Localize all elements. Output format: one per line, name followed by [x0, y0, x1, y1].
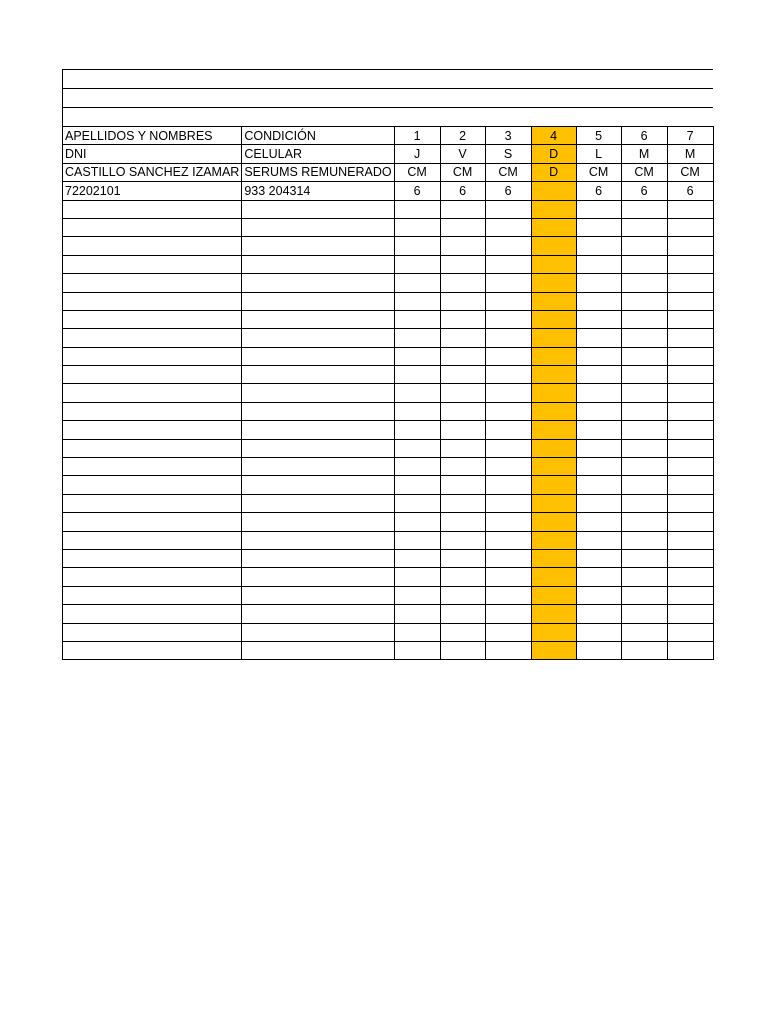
empty-cell[interactable] — [394, 476, 440, 494]
hours-cell[interactable] — [531, 182, 576, 200]
empty-cell[interactable] — [485, 200, 531, 218]
empty-cell[interactable] — [242, 274, 394, 292]
empty-cell[interactable] — [576, 310, 621, 328]
empty-cell[interactable] — [531, 402, 576, 420]
record-row — [63, 182, 714, 200]
weekday-cell[interactable]: M — [667, 145, 713, 163]
empty-row — [63, 329, 714, 347]
empty-cell[interactable] — [485, 623, 531, 641]
employee-phone-cell[interactable]: 933 204314 — [242, 182, 394, 200]
empty-cell[interactable] — [621, 494, 667, 512]
empty-cell[interactable] — [667, 421, 713, 439]
empty-row — [63, 439, 714, 457]
header-day-cell[interactable]: 7 — [667, 127, 713, 145]
empty-row — [63, 402, 714, 420]
empty-cell[interactable] — [576, 439, 621, 457]
empty-cell[interactable] — [667, 218, 713, 236]
empty-cell[interactable] — [63, 218, 242, 236]
empty-cell[interactable] — [531, 200, 576, 218]
empty-cell[interactable] — [394, 439, 440, 457]
empty-cell[interactable] — [63, 494, 242, 512]
empty-cell[interactable] — [440, 237, 485, 255]
empty-cell[interactable] — [621, 384, 667, 402]
empty-row — [63, 476, 714, 494]
empty-cell[interactable] — [576, 347, 621, 365]
empty-cell[interactable] — [440, 366, 485, 384]
empty-cell[interactable] — [485, 531, 531, 549]
shift-cell[interactable]: CM — [667, 163, 713, 181]
empty-cell[interactable] — [440, 549, 485, 567]
empty-cell[interactable] — [242, 255, 394, 273]
empty-cell[interactable] — [667, 586, 713, 604]
empty-cell[interactable] — [667, 310, 713, 328]
empty-cell[interactable] — [576, 237, 621, 255]
empty-cell[interactable] — [242, 531, 394, 549]
empty-cell[interactable] — [440, 494, 485, 512]
hours-cell[interactable]: 6 — [576, 182, 621, 200]
empty-cell[interactable] — [531, 366, 576, 384]
empty-cell[interactable] — [667, 568, 713, 586]
empty-cell[interactable] — [242, 513, 394, 531]
empty-cell[interactable] — [63, 568, 242, 586]
empty-cell[interactable] — [394, 421, 440, 439]
empty-row — [63, 421, 714, 439]
empty-cell[interactable] — [394, 641, 440, 659]
empty-row — [63, 513, 714, 531]
empty-cell[interactable] — [576, 200, 621, 218]
empty-cell[interactable] — [485, 310, 531, 328]
empty-cell[interactable] — [440, 421, 485, 439]
empty-row — [63, 347, 714, 365]
empty-cell[interactable] — [63, 549, 242, 567]
empty-cell[interactable] — [440, 292, 485, 310]
empty-cell[interactable] — [63, 347, 242, 365]
empty-cell[interactable] — [440, 458, 485, 476]
empty-row — [63, 255, 714, 273]
empty-cell[interactable] — [621, 402, 667, 420]
empty-cell[interactable] — [621, 605, 667, 623]
hours-cell[interactable]: 6 — [394, 182, 440, 200]
subheader-dni-cell[interactable]: DNI — [63, 145, 242, 163]
empty-cell[interactable] — [63, 384, 242, 402]
empty-cell[interactable] — [485, 237, 531, 255]
empty-cell[interactable] — [667, 366, 713, 384]
empty-cell[interactable] — [63, 586, 242, 604]
empty-cell[interactable] — [394, 549, 440, 567]
empty-row — [63, 586, 714, 604]
empty-cell[interactable] — [242, 494, 394, 512]
empty-cell[interactable] — [576, 549, 621, 567]
empty-cell[interactable] — [242, 384, 394, 402]
schedule-sheet — [62, 69, 714, 660]
empty-cell[interactable] — [667, 476, 713, 494]
empty-cell[interactable] — [621, 200, 667, 218]
empty-row — [63, 458, 714, 476]
empty-cell[interactable] — [394, 274, 440, 292]
empty-cell[interactable] — [440, 513, 485, 531]
empty-cell[interactable] — [531, 421, 576, 439]
empty-cell[interactable] — [531, 292, 576, 310]
employee-name-cell[interactable]: CASTILLO SANCHEZ IZAMAR — [63, 163, 242, 181]
empty-cell[interactable] — [667, 605, 713, 623]
empty-row — [63, 310, 714, 328]
empty-cell[interactable] — [531, 310, 576, 328]
empty-cell[interactable] — [485, 494, 531, 512]
empty-cell[interactable] — [242, 458, 394, 476]
empty-cell[interactable] — [440, 586, 485, 604]
weekday-cell[interactable]: J — [394, 145, 440, 163]
empty-cell[interactable] — [531, 274, 576, 292]
empty-cell[interactable] — [242, 605, 394, 623]
empty-cell[interactable] — [242, 549, 394, 567]
empty-cell[interactable] — [667, 255, 713, 273]
empty-cell[interactable] — [667, 292, 713, 310]
empty-cell[interactable] — [63, 531, 242, 549]
employee-condition-cell[interactable]: SERUMS REMUNERADO — [242, 163, 394, 181]
title-band-row — [63, 89, 714, 108]
empty-cell[interactable] — [621, 568, 667, 586]
empty-cell[interactable] — [621, 623, 667, 641]
subheader-row — [63, 145, 714, 163]
empty-cell[interactable] — [63, 476, 242, 494]
empty-cell[interactable] — [576, 421, 621, 439]
empty-cell[interactable] — [242, 402, 394, 420]
empty-cell[interactable] — [667, 439, 713, 457]
empty-cell[interactable] — [63, 274, 242, 292]
empty-cell[interactable] — [531, 494, 576, 512]
empty-cell[interactable] — [531, 623, 576, 641]
empty-cell[interactable] — [576, 292, 621, 310]
empty-cell[interactable] — [576, 586, 621, 604]
empty-cell[interactable] — [242, 329, 394, 347]
empty-cell[interactable] — [394, 310, 440, 328]
empty-cell[interactable] — [667, 329, 713, 347]
empty-cell[interactable] — [531, 439, 576, 457]
empty-cell[interactable] — [63, 641, 242, 659]
empty-cell[interactable] — [576, 384, 621, 402]
sheet-body — [63, 70, 714, 660]
empty-cell[interactable] — [485, 439, 531, 457]
empty-cell[interactable] — [485, 366, 531, 384]
empty-cell[interactable] — [63, 402, 242, 420]
empty-cell[interactable] — [667, 513, 713, 531]
empty-cell[interactable] — [667, 623, 713, 641]
empty-cell[interactable] — [394, 384, 440, 402]
empty-cell[interactable] — [440, 384, 485, 402]
empty-cell[interactable] — [63, 421, 242, 439]
empty-cell[interactable] — [440, 605, 485, 623]
title-band-cell[interactable] — [63, 89, 714, 108]
empty-cell[interactable] — [667, 641, 713, 659]
header-day-cell[interactable]: 2 — [440, 127, 485, 145]
empty-cell[interactable] — [667, 384, 713, 402]
header-name-cell[interactable]: APELLIDOS Y NOMBRES — [63, 127, 242, 145]
empty-cell[interactable] — [242, 439, 394, 457]
empty-cell[interactable] — [576, 458, 621, 476]
empty-cell[interactable] — [394, 531, 440, 549]
empty-cell[interactable] — [394, 255, 440, 273]
empty-row — [63, 200, 714, 218]
empty-cell[interactable] — [63, 366, 242, 384]
empty-row — [63, 274, 714, 292]
empty-cell[interactable] — [440, 641, 485, 659]
empty-cell[interactable] — [485, 641, 531, 659]
empty-cell[interactable] — [242, 310, 394, 328]
empty-cell[interactable] — [576, 623, 621, 641]
empty-cell[interactable] — [531, 549, 576, 567]
empty-cell[interactable] — [394, 347, 440, 365]
empty-cell[interactable] — [63, 237, 242, 255]
empty-cell[interactable] — [621, 439, 667, 457]
empty-cell[interactable] — [63, 200, 242, 218]
empty-cell[interactable] — [576, 513, 621, 531]
title-band-row — [63, 108, 714, 127]
shift-cell[interactable]: CM — [576, 163, 621, 181]
shift-cell[interactable]: CM — [621, 163, 667, 181]
empty-cell[interactable] — [485, 402, 531, 420]
empty-cell[interactable] — [394, 218, 440, 236]
header-condition-cell[interactable]: CONDICIÓN — [242, 127, 394, 145]
empty-cell[interactable] — [621, 310, 667, 328]
empty-cell[interactable] — [667, 402, 713, 420]
empty-cell[interactable] — [63, 292, 242, 310]
empty-cell[interactable] — [621, 476, 667, 494]
empty-cell[interactable] — [531, 531, 576, 549]
empty-cell[interactable] — [440, 623, 485, 641]
empty-cell[interactable] — [667, 458, 713, 476]
title-band-cell[interactable] — [63, 70, 714, 89]
empty-cell[interactable] — [242, 421, 394, 439]
empty-cell[interactable] — [485, 347, 531, 365]
empty-cell[interactable] — [394, 458, 440, 476]
header-day-cell[interactable]: 5 — [576, 127, 621, 145]
hours-cell[interactable]: 6 — [621, 182, 667, 200]
empty-cell[interactable] — [242, 237, 394, 255]
empty-cell[interactable] — [621, 641, 667, 659]
empty-cell[interactable] — [485, 292, 531, 310]
empty-cell[interactable] — [621, 329, 667, 347]
empty-cell[interactable] — [394, 513, 440, 531]
empty-cell[interactable] — [576, 329, 621, 347]
empty-cell[interactable] — [394, 292, 440, 310]
hours-cell[interactable]: 6 — [440, 182, 485, 200]
empty-cell[interactable] — [531, 255, 576, 273]
empty-cell[interactable] — [531, 476, 576, 494]
empty-cell[interactable] — [485, 218, 531, 236]
empty-cell[interactable] — [242, 218, 394, 236]
empty-row — [63, 568, 714, 586]
empty-cell[interactable] — [394, 568, 440, 586]
empty-cell[interactable] — [242, 347, 394, 365]
shift-cell[interactable]: CM — [440, 163, 485, 181]
weekday-cell[interactable]: D — [531, 145, 576, 163]
header-row — [63, 127, 714, 145]
empty-cell[interactable] — [485, 549, 531, 567]
empty-cell[interactable] — [531, 458, 576, 476]
header-day-cell[interactable]: 4 — [531, 127, 576, 145]
empty-cell[interactable] — [394, 623, 440, 641]
hours-cell[interactable]: 6 — [667, 182, 713, 200]
empty-cell[interactable] — [576, 402, 621, 420]
empty-cell[interactable] — [394, 329, 440, 347]
empty-cell[interactable] — [621, 218, 667, 236]
record-row — [63, 163, 714, 181]
empty-cell[interactable] — [394, 586, 440, 604]
shift-cell[interactable]: CM — [394, 163, 440, 181]
empty-cell[interactable] — [531, 605, 576, 623]
empty-cell[interactable] — [242, 568, 394, 586]
empty-cell[interactable] — [531, 586, 576, 604]
empty-cell[interactable] — [242, 623, 394, 641]
weekday-cell[interactable]: V — [440, 145, 485, 163]
empty-cell[interactable] — [576, 366, 621, 384]
empty-cell[interactable] — [63, 439, 242, 457]
empty-cell[interactable] — [440, 347, 485, 365]
employee-dni-cell[interactable]: 72202101 — [63, 182, 242, 200]
empty-cell[interactable] — [621, 513, 667, 531]
empty-cell[interactable] — [485, 605, 531, 623]
empty-cell[interactable] — [531, 568, 576, 586]
empty-cell[interactable] — [621, 531, 667, 549]
empty-cell[interactable] — [440, 568, 485, 586]
empty-cell[interactable] — [440, 402, 485, 420]
empty-cell[interactable] — [621, 458, 667, 476]
empty-cell[interactable] — [667, 347, 713, 365]
empty-row — [63, 531, 714, 549]
empty-cell[interactable] — [63, 255, 242, 273]
empty-cell[interactable] — [531, 329, 576, 347]
empty-cell[interactable] — [576, 255, 621, 273]
empty-cell[interactable] — [576, 494, 621, 512]
empty-cell[interactable] — [621, 549, 667, 567]
empty-cell[interactable] — [621, 586, 667, 604]
empty-cell[interactable] — [667, 237, 713, 255]
empty-cell[interactable] — [440, 255, 485, 273]
empty-cell[interactable] — [667, 494, 713, 512]
empty-cell[interactable] — [531, 513, 576, 531]
empty-cell[interactable] — [242, 292, 394, 310]
empty-cell[interactable] — [63, 329, 242, 347]
empty-cell[interactable] — [440, 310, 485, 328]
empty-cell[interactable] — [667, 200, 713, 218]
empty-row — [63, 605, 714, 623]
empty-cell[interactable] — [394, 237, 440, 255]
empty-cell[interactable] — [63, 605, 242, 623]
empty-cell[interactable] — [621, 274, 667, 292]
empty-cell[interactable] — [242, 476, 394, 494]
empty-cell[interactable] — [440, 200, 485, 218]
hours-cell[interactable]: 6 — [485, 182, 531, 200]
empty-cell[interactable] — [394, 366, 440, 384]
empty-cell[interactable] — [576, 476, 621, 494]
empty-cell[interactable] — [576, 274, 621, 292]
header-day-cell[interactable]: 1 — [394, 127, 440, 145]
empty-row — [63, 494, 714, 512]
title-band-cell[interactable] — [63, 108, 714, 127]
empty-cell[interactable] — [485, 274, 531, 292]
empty-cell[interactable] — [576, 568, 621, 586]
empty-cell[interactable] — [531, 347, 576, 365]
empty-cell[interactable] — [576, 641, 621, 659]
title-band-row — [63, 70, 714, 89]
empty-cell[interactable] — [440, 476, 485, 494]
empty-row — [63, 384, 714, 402]
empty-cell[interactable] — [485, 476, 531, 494]
empty-cell[interactable] — [485, 513, 531, 531]
weekday-cell[interactable]: M — [621, 145, 667, 163]
empty-cell[interactable] — [485, 255, 531, 273]
shift-cell[interactable]: CM — [485, 163, 531, 181]
empty-cell[interactable] — [485, 384, 531, 402]
empty-cell[interactable] — [63, 513, 242, 531]
empty-row — [63, 237, 714, 255]
empty-row — [63, 549, 714, 567]
empty-row — [63, 292, 714, 310]
empty-row — [63, 218, 714, 236]
weekday-cell[interactable]: S — [485, 145, 531, 163]
empty-cell[interactable] — [63, 623, 242, 641]
empty-cell[interactable] — [440, 218, 485, 236]
empty-cell[interactable] — [394, 494, 440, 512]
empty-cell[interactable] — [485, 568, 531, 586]
empty-cell[interactable] — [621, 292, 667, 310]
empty-cell[interactable] — [394, 200, 440, 218]
empty-cell[interactable] — [667, 531, 713, 549]
empty-cell[interactable] — [576, 531, 621, 549]
empty-cell[interactable] — [242, 200, 394, 218]
empty-cell[interactable] — [485, 421, 531, 439]
empty-cell[interactable] — [621, 237, 667, 255]
empty-cell[interactable] — [621, 421, 667, 439]
empty-cell[interactable] — [440, 439, 485, 457]
empty-cell[interactable] — [576, 218, 621, 236]
empty-cell[interactable] — [440, 531, 485, 549]
empty-cell[interactable] — [621, 366, 667, 384]
empty-cell[interactable] — [531, 641, 576, 659]
empty-cell[interactable] — [440, 329, 485, 347]
empty-cell[interactable] — [576, 605, 621, 623]
empty-row — [63, 623, 714, 641]
header-day-cell[interactable]: 3 — [485, 127, 531, 145]
weekday-cell[interactable]: L — [576, 145, 621, 163]
empty-cell[interactable] — [485, 329, 531, 347]
empty-cell[interactable] — [621, 255, 667, 273]
empty-cell[interactable] — [242, 586, 394, 604]
empty-row — [63, 641, 714, 659]
empty-cell[interactable] — [531, 384, 576, 402]
empty-cell[interactable] — [667, 274, 713, 292]
empty-cell[interactable] — [531, 218, 576, 236]
empty-cell[interactable] — [485, 586, 531, 604]
subheader-phone-cell[interactable]: CELULAR — [242, 145, 394, 163]
empty-cell[interactable] — [242, 641, 394, 659]
empty-cell[interactable] — [63, 458, 242, 476]
shift-cell[interactable]: D — [531, 163, 576, 181]
empty-cell[interactable] — [531, 237, 576, 255]
empty-cell[interactable] — [485, 458, 531, 476]
empty-row — [63, 366, 714, 384]
header-day-cell[interactable]: 6 — [621, 127, 667, 145]
empty-cell[interactable] — [440, 274, 485, 292]
empty-cell[interactable] — [242, 366, 394, 384]
empty-cell[interactable] — [394, 402, 440, 420]
empty-cell[interactable] — [621, 347, 667, 365]
empty-cell[interactable] — [394, 605, 440, 623]
empty-cell[interactable] — [667, 549, 713, 567]
empty-cell[interactable] — [63, 310, 242, 328]
